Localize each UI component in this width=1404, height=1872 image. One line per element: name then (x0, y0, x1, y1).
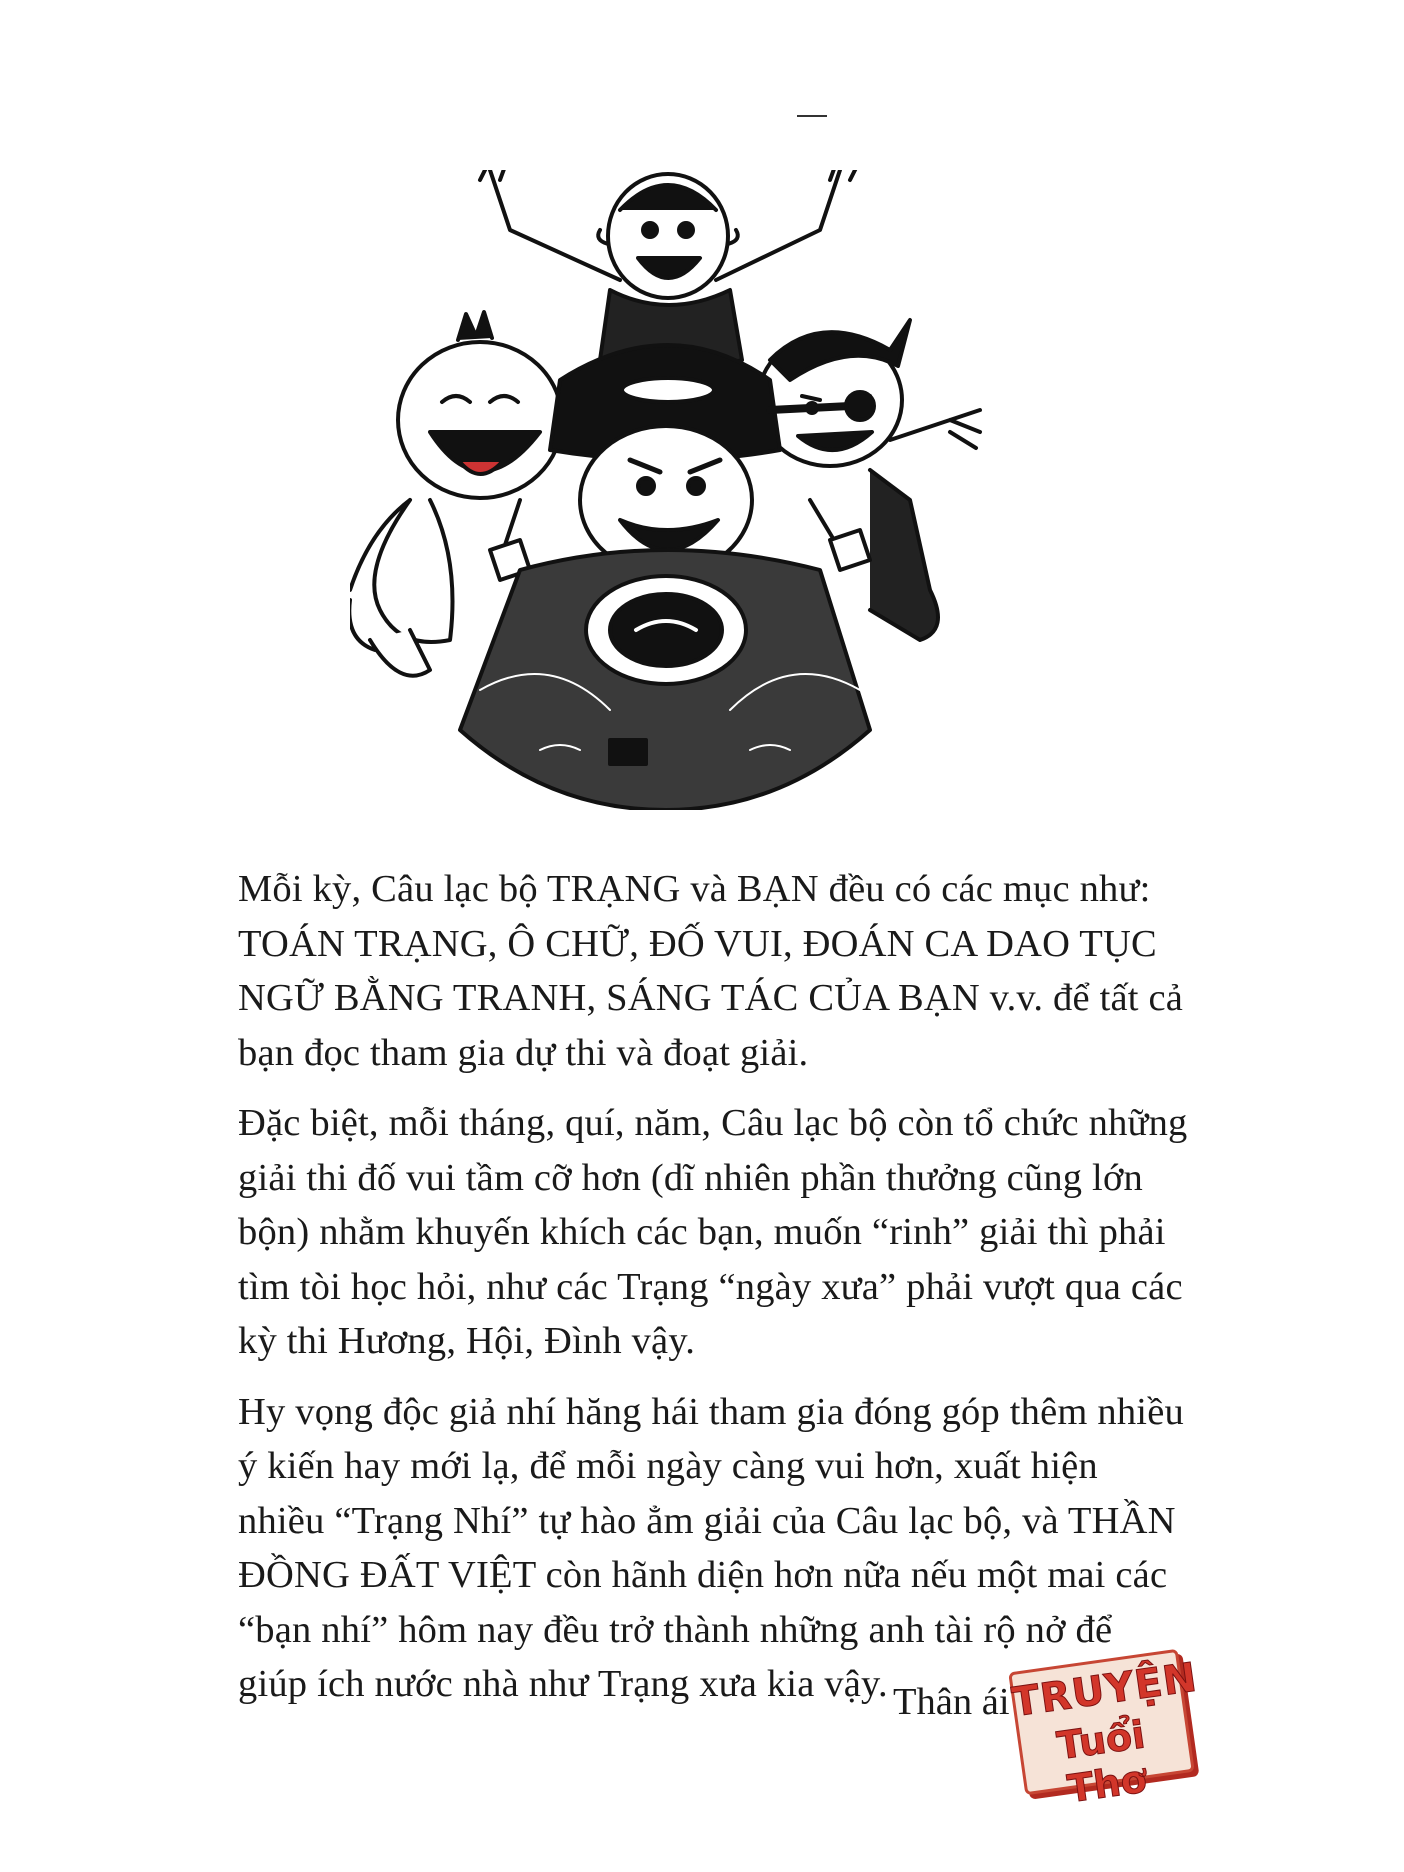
watermark-logo (1008, 1649, 1201, 1812)
paragraph-1: Mỗi kỳ, Câu lạc bộ TRẠNG và BẠN đều có các mục như: TOÁN TRẠNG, Ô CHỮ, ĐỐ VUI, ĐOÁN CA DAO TỤC NGỮ BẰNG TRANH, SÁNG TÁC CỦA BẠN v.v. để tất cả bạn đọc tham gia dự thi và đoạt giải. (238, 868, 1184, 1074)
signoff: Thân ái (893, 1681, 1010, 1723)
watermark-line2: Tuổi Thơ (1054, 1712, 1150, 1812)
paragraph-2: Đặc biệt, mỗi tháng, quí, năm, Câu lạc bộ còn tổ chức những giải thi đố vui tầm cỡ hơn (dĩ nhiên phần thưởng cũng lớn bộn) nhằm khuyến khích các bạn, muốn “rinh” giải thì phải tìm tòi học hỏi, như các Trạng “ngày xưa” phải vượt qua các kỳ thi Hương, Hội, Đình vậy. (238, 1102, 1188, 1362)
paragraph-3: Hy vọng độc giả nhí hăng hái tham gia đóng góp thêm nhiều ý kiến hay mới lạ, để mỗi ngày càng vui hơn, xuất hiện nhiều “Trạng Nhí” tự hào ẳm giải của Câu lạc bộ, và THẦN ĐỒNG ĐẤT VIỆT còn hãnh diện hơn nữa nếu một mai các “bạn nhí” hôm nay đều trở thành những anh tài rộ nở để giúp ích nước nhà như Trạng xưa kia vậy. (238, 1390, 1184, 1705)
illustration-characters (350, 170, 990, 810)
page-dash (797, 115, 827, 117)
cartoon-characters-group-icon (350, 170, 990, 810)
watermark-line1: TRUYỆN (1009, 1654, 1201, 1727)
body-text (238, 862, 1201, 1728)
